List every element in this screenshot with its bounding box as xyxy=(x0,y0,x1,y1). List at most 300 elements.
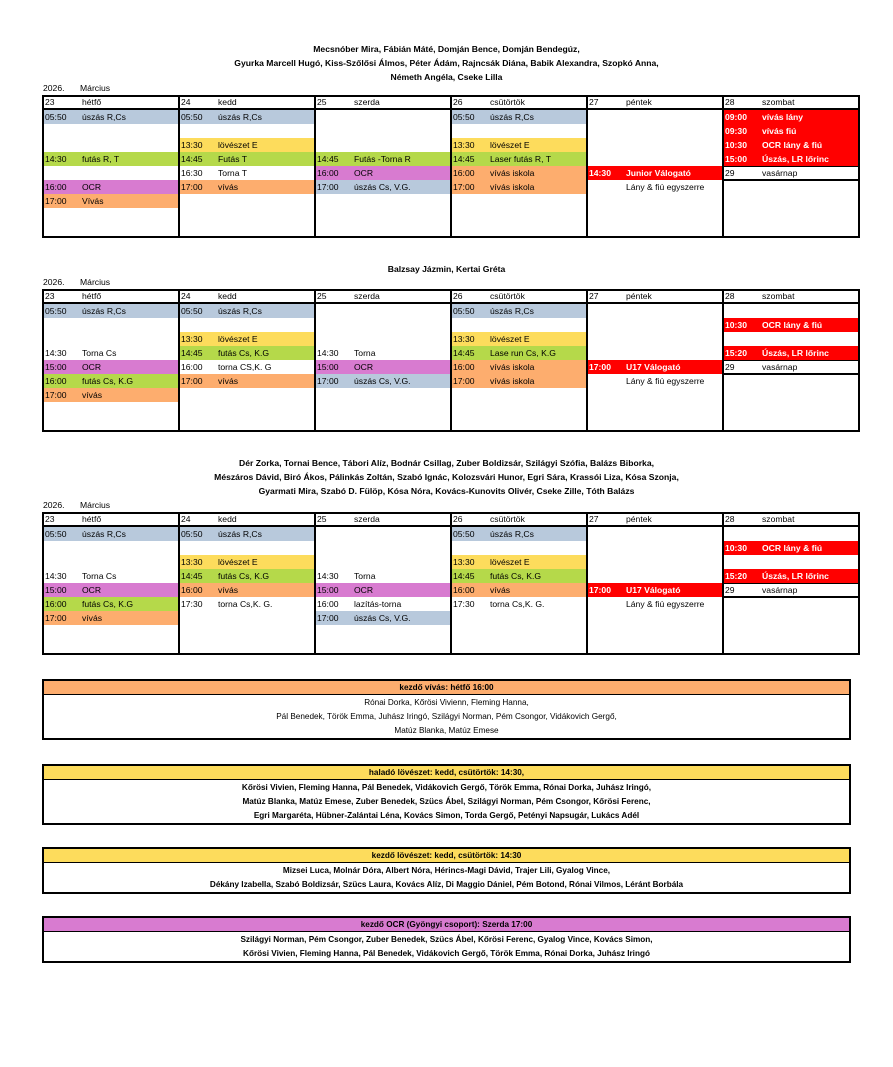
member-line: Szilágyi Norman, Pém Csongor, Zuber Benedek, Szücs Ábel, Kőrösi Ferenc, Gyalog Vince, Kovács Simon, xyxy=(240,935,653,944)
day-name: csütörtök xyxy=(490,97,525,107)
entry-time xyxy=(588,318,626,332)
empty-slot xyxy=(724,527,858,541)
entry-activity: OCR lány & fiú xyxy=(762,543,823,553)
empty-slot xyxy=(316,639,450,653)
group-box xyxy=(42,679,851,740)
day-name: szombat xyxy=(762,97,795,107)
entry-activity: OCR xyxy=(354,585,374,595)
day-column xyxy=(587,289,723,432)
entry-time: 15:00 xyxy=(45,362,67,372)
entry-activity xyxy=(82,402,178,416)
empty-slot xyxy=(588,152,722,166)
group-members xyxy=(44,780,849,823)
sunday-body xyxy=(724,375,858,432)
week-table xyxy=(42,289,860,432)
entry-time xyxy=(452,611,490,625)
entry-activity xyxy=(354,541,450,555)
entry-time: 17:00 xyxy=(45,613,67,623)
entry-time xyxy=(588,416,626,430)
schedule-entry xyxy=(44,180,178,194)
schedule-entry xyxy=(180,555,314,569)
entry-activity xyxy=(218,625,314,639)
empty-slot xyxy=(44,318,178,332)
entry-time: 13:30 xyxy=(181,557,203,567)
day-column xyxy=(315,512,451,655)
entry-time: 15:20 xyxy=(725,348,747,358)
month-line xyxy=(43,500,110,511)
schedule-entry xyxy=(452,346,586,360)
entry-time: 17:30 xyxy=(181,599,203,609)
entry-time xyxy=(588,555,626,569)
entry-activity: úszás Cs, V.G. xyxy=(354,613,411,623)
entry-activity xyxy=(626,569,722,583)
entry-activity xyxy=(762,527,858,541)
entry-time: 17:00 xyxy=(589,362,611,372)
schedule-entry xyxy=(316,583,450,597)
entry-activity xyxy=(354,208,450,222)
entry-activity: torna Cs,K. G. xyxy=(218,599,273,609)
sunday-body xyxy=(724,181,858,238)
member-line: Matúz Blanka, Matúz Emese xyxy=(394,726,499,735)
entry-activity: futás Cs, K.G xyxy=(218,571,270,581)
entry-time xyxy=(452,194,490,208)
empty-slot xyxy=(452,541,586,555)
entry-activity: Torna xyxy=(354,571,376,581)
member-line: Egri Margaréta, Hübner-Zalántai Léna, Kovács Simon, Torda Gergő, Petényi Napsugár, Lukács Adél xyxy=(253,811,640,820)
schedule-entry xyxy=(452,360,586,374)
entry-time xyxy=(44,222,82,236)
entry-activity: vívás xyxy=(490,585,511,595)
schedule-entry xyxy=(316,166,450,180)
names-line: Mecsnóber Mira, Fábián Máté, Domján Bence, Domján Bendegúz, xyxy=(313,44,580,54)
entry-activity xyxy=(490,194,586,208)
entry-activity xyxy=(218,318,314,332)
schedule-entry xyxy=(44,374,178,388)
day-number: 24 xyxy=(181,97,191,107)
day-name: szerda xyxy=(354,514,380,524)
day-number: 24 xyxy=(181,514,191,524)
entry-activity xyxy=(626,402,722,416)
day-body xyxy=(724,110,858,166)
schedule-entry xyxy=(180,346,314,360)
schedule-entry xyxy=(588,374,722,388)
week-table xyxy=(42,512,860,655)
entry-activity xyxy=(218,222,314,236)
schedule-entry xyxy=(452,110,586,124)
entry-time: 14:30 xyxy=(317,348,339,358)
entry-time xyxy=(588,138,626,152)
day-body xyxy=(316,304,450,432)
entry-activity: OCR xyxy=(82,362,102,372)
day-name: vasárnap xyxy=(762,362,798,372)
empty-slot xyxy=(44,402,178,416)
entry-activity: vívás iskola xyxy=(490,182,535,192)
entry-activity: Torna Cs xyxy=(82,348,117,358)
day-name: szerda xyxy=(354,97,380,107)
entry-activity: lövészet E xyxy=(490,557,530,567)
names-line: Gyarmati Mira, Szabó D. Fülöp, Kósa Nóra, Kovács-Kunovits Olivér, Cseke Zille, Tóth Balázs xyxy=(258,486,635,496)
entry-time: 14:45 xyxy=(453,154,475,164)
day-header xyxy=(180,512,314,527)
empty-slot xyxy=(44,208,178,222)
entry-activity: lazítás-torna xyxy=(354,599,402,609)
empty-slot xyxy=(44,639,178,653)
entry-time xyxy=(316,541,354,555)
entry-time xyxy=(180,124,218,138)
entry-time: 17:00 xyxy=(453,376,475,386)
entry-time xyxy=(180,208,218,222)
entry-time: 16:00 xyxy=(453,585,475,595)
entry-activity xyxy=(218,388,314,402)
entry-time xyxy=(316,639,354,653)
entry-time: 13:30 xyxy=(453,334,475,344)
empty-slot xyxy=(180,625,314,639)
entry-time: 09:00 xyxy=(725,112,747,122)
empty-slot xyxy=(316,332,450,346)
empty-slot xyxy=(452,194,586,208)
entry-activity xyxy=(626,332,722,346)
day-name: vasárnap xyxy=(762,168,798,178)
empty-slot xyxy=(316,124,450,138)
entry-activity xyxy=(82,639,178,653)
entry-time xyxy=(588,194,626,208)
day-column xyxy=(723,289,859,432)
entry-activity: futás Cs, K.G xyxy=(82,599,134,609)
entry-time xyxy=(44,402,82,416)
entry-time xyxy=(316,388,354,402)
entry-activity: OCR xyxy=(82,585,102,595)
entry-time xyxy=(452,541,490,555)
entry-activity xyxy=(626,304,722,318)
group-box xyxy=(42,764,851,825)
day-name: csütörtök xyxy=(490,514,525,524)
entry-time xyxy=(316,194,354,208)
entry-time xyxy=(44,625,82,639)
empty-slot xyxy=(588,222,722,236)
empty-slot xyxy=(180,388,314,402)
entry-time: 05:50 xyxy=(181,306,203,316)
schedule-entry xyxy=(180,360,314,374)
entry-time: 17:00 xyxy=(45,196,67,206)
entry-activity xyxy=(626,625,722,639)
entry-activity: Torna xyxy=(354,348,376,358)
entry-activity xyxy=(354,625,450,639)
entry-activity: vívás fiú xyxy=(762,126,797,136)
day-name: szombat xyxy=(762,514,795,524)
entry-activity: lövészet E xyxy=(218,334,258,344)
empty-slot xyxy=(44,138,178,152)
group-members xyxy=(44,695,849,738)
day-name: csütörtök xyxy=(490,291,525,301)
day-body xyxy=(316,110,450,238)
schedule-entry xyxy=(316,611,450,625)
entry-time: 05:50 xyxy=(453,306,475,316)
empty-slot xyxy=(180,208,314,222)
entry-time xyxy=(316,124,354,138)
day-name: hétfő xyxy=(82,291,102,301)
entry-time: 15:00 xyxy=(317,362,339,372)
entry-activity xyxy=(354,110,450,124)
day-body xyxy=(452,527,586,655)
entry-time xyxy=(180,318,218,332)
month-label: Március xyxy=(80,277,111,287)
day-column xyxy=(587,95,723,238)
entry-activity xyxy=(218,611,314,625)
schedule-entry xyxy=(724,124,858,138)
member-line: Dékány Izabella, Szabó Boldizsár, Szücs Laura, Kovács Alíz, Di Maggio Dániel, Pém Botond, Rónai Vilmos, Léránt Borbála xyxy=(209,880,684,889)
group-members xyxy=(44,932,849,961)
schedule-entry xyxy=(452,527,586,541)
schedule-entry xyxy=(44,388,178,402)
entry-activity: Lány & fiú egyszerre xyxy=(626,376,705,386)
entry-activity: úszás R,Cs xyxy=(218,306,262,316)
schedule-entry xyxy=(452,166,586,180)
entry-activity xyxy=(626,208,722,222)
entry-time xyxy=(724,527,762,541)
entry-time xyxy=(588,541,626,555)
entry-time xyxy=(44,166,82,180)
entry-time xyxy=(452,318,490,332)
empty-slot xyxy=(724,555,858,569)
entry-time xyxy=(316,555,354,569)
entry-time xyxy=(44,138,82,152)
entry-activity xyxy=(626,152,722,166)
schedule-entry xyxy=(724,152,858,166)
day-number: 23 xyxy=(45,291,55,301)
entry-activity xyxy=(490,416,586,430)
schedule-entry xyxy=(180,569,314,583)
schedule-entry xyxy=(452,304,586,318)
empty-slot xyxy=(452,124,586,138)
schedule-entry xyxy=(316,152,450,166)
entry-time xyxy=(588,180,626,194)
day-number: 25 xyxy=(317,291,327,301)
entry-activity xyxy=(626,222,722,236)
empty-slot xyxy=(588,388,722,402)
entry-time xyxy=(588,625,626,639)
day-number: 27 xyxy=(589,514,599,524)
entry-time: 14:45 xyxy=(453,571,475,581)
entry-activity xyxy=(626,639,722,653)
empty-slot xyxy=(316,110,450,124)
entry-time xyxy=(452,402,490,416)
entry-time: 05:50 xyxy=(453,529,475,539)
entry-time: 14:45 xyxy=(181,571,203,581)
entry-time: 17:00 xyxy=(45,390,67,400)
empty-slot xyxy=(180,402,314,416)
entry-time: 16:00 xyxy=(181,362,203,372)
schedule-entry xyxy=(724,110,858,124)
entry-activity xyxy=(490,208,586,222)
empty-slot xyxy=(316,304,450,318)
sunday-header xyxy=(724,360,858,375)
entry-activity xyxy=(354,416,450,430)
empty-slot xyxy=(588,527,722,541)
empty-slot xyxy=(180,611,314,625)
entry-time: 15:00 xyxy=(45,585,67,595)
schedule-entry xyxy=(180,166,314,180)
entry-time xyxy=(316,304,354,318)
schedule-entry xyxy=(44,194,178,208)
entry-time: 16:00 xyxy=(181,585,203,595)
empty-slot xyxy=(316,318,450,332)
day-name: kedd xyxy=(218,97,237,107)
entry-activity: Úszás, LR lőrinc xyxy=(762,571,829,581)
empty-slot xyxy=(588,541,722,555)
day-column xyxy=(43,512,179,655)
empty-slot xyxy=(588,416,722,430)
entry-time xyxy=(44,208,82,222)
entry-activity: Úszás, LR lőrinc xyxy=(762,348,829,358)
day-number: 23 xyxy=(45,97,55,107)
entry-activity xyxy=(218,124,314,138)
schedule-entry xyxy=(588,166,722,180)
entry-time xyxy=(588,222,626,236)
schedule-entry xyxy=(180,138,314,152)
day-header xyxy=(44,289,178,304)
entry-activity: vívás iskola xyxy=(490,168,535,178)
month-line xyxy=(43,277,110,288)
entry-activity: lövészet E xyxy=(218,557,258,567)
schedule-entry xyxy=(180,332,314,346)
schedule-entry xyxy=(44,110,178,124)
entry-time: 14:30 xyxy=(317,571,339,581)
entry-time xyxy=(316,110,354,124)
day-number: 25 xyxy=(317,97,327,107)
entry-time xyxy=(588,110,626,124)
entry-activity: vívás iskola xyxy=(490,376,535,386)
empty-slot xyxy=(588,625,722,639)
empty-slot xyxy=(44,124,178,138)
schedule-entry xyxy=(44,360,178,374)
schedule-entry xyxy=(452,332,586,346)
entry-time: 16:00 xyxy=(45,376,67,386)
empty-slot xyxy=(588,124,722,138)
entry-activity xyxy=(490,318,586,332)
entry-time: 16:00 xyxy=(45,182,67,192)
entry-activity xyxy=(626,346,722,360)
entry-time xyxy=(452,625,490,639)
entry-activity xyxy=(626,541,722,555)
day-header xyxy=(316,512,450,527)
entry-activity xyxy=(354,388,450,402)
member-line: Kőrösi Vivien, Fleming Hanna, Pál Benedek, Vidákovich Gergő, Török Emma, Rónai Dorka, Juhász Iringó xyxy=(243,949,650,958)
names-line: Németh Angéla, Cseke Lilla xyxy=(390,72,503,82)
day-body xyxy=(588,304,722,432)
entry-activity xyxy=(218,541,314,555)
schedule-entry xyxy=(588,360,722,374)
schedule-entry xyxy=(588,583,722,597)
day-name: szerda xyxy=(354,291,380,301)
entry-activity: úszás R,Cs xyxy=(82,112,126,122)
entry-activity xyxy=(218,639,314,653)
entry-time: 16:00 xyxy=(453,362,475,372)
entry-activity: vívás xyxy=(218,182,239,192)
empty-slot xyxy=(316,388,450,402)
entry-activity xyxy=(82,541,178,555)
year-label: 2026. xyxy=(43,277,65,287)
entry-time xyxy=(452,222,490,236)
entry-time xyxy=(180,611,218,625)
empty-slot xyxy=(452,388,586,402)
entry-time xyxy=(44,541,82,555)
empty-slot xyxy=(44,541,178,555)
empty-slot xyxy=(724,304,858,318)
entry-time xyxy=(588,374,626,388)
entry-time: 13:30 xyxy=(181,334,203,344)
entry-time: 17:00 xyxy=(317,376,339,386)
schedule-entry xyxy=(452,583,586,597)
entry-activity xyxy=(354,194,450,208)
month-line xyxy=(43,83,110,94)
entry-time xyxy=(452,388,490,402)
entry-activity xyxy=(762,332,858,346)
schedule-entry xyxy=(180,527,314,541)
entry-activity xyxy=(218,194,314,208)
schedule-entry xyxy=(180,374,314,388)
schedule-entry xyxy=(44,527,178,541)
empty-slot xyxy=(452,639,586,653)
day-column xyxy=(723,95,859,238)
empty-slot xyxy=(452,222,586,236)
day-header xyxy=(724,289,858,304)
schedule-entry xyxy=(316,346,450,360)
day-body xyxy=(588,527,722,655)
entry-activity xyxy=(82,124,178,138)
empty-slot xyxy=(452,625,586,639)
schedule-entry xyxy=(724,346,858,360)
empty-slot xyxy=(316,416,450,430)
entry-activity xyxy=(626,318,722,332)
entry-activity xyxy=(82,208,178,222)
schedule-entry xyxy=(724,138,858,152)
entry-time xyxy=(316,625,354,639)
entry-activity xyxy=(354,222,450,236)
empty-slot xyxy=(452,208,586,222)
day-number: 28 xyxy=(725,291,735,301)
day-name: péntek xyxy=(626,291,652,301)
day-name: vasárnap xyxy=(762,585,798,595)
empty-slot xyxy=(452,318,586,332)
schedule-entry xyxy=(588,597,722,611)
entry-activity: Laser futás R, T xyxy=(490,154,551,164)
entry-time xyxy=(316,318,354,332)
day-name: szombat xyxy=(762,291,795,301)
empty-slot xyxy=(452,402,586,416)
entry-time xyxy=(588,346,626,360)
day-name: hétfő xyxy=(82,97,102,107)
schedule-entry xyxy=(180,583,314,597)
empty-slot xyxy=(316,625,450,639)
entry-activity xyxy=(82,416,178,430)
entry-activity xyxy=(354,124,450,138)
entry-time xyxy=(316,416,354,430)
entry-time: 05:50 xyxy=(45,112,67,122)
empty-slot xyxy=(452,416,586,430)
year-label: 2026. xyxy=(43,500,65,510)
entry-activity: úszás R,Cs xyxy=(490,306,534,316)
day-header xyxy=(316,289,450,304)
empty-slot xyxy=(44,625,178,639)
entry-time: 13:30 xyxy=(453,557,475,567)
entry-time xyxy=(180,541,218,555)
entry-time xyxy=(452,124,490,138)
entry-time xyxy=(724,555,762,569)
day-body xyxy=(44,110,178,238)
day-column xyxy=(587,512,723,655)
day-column xyxy=(315,289,451,432)
entry-time xyxy=(180,388,218,402)
